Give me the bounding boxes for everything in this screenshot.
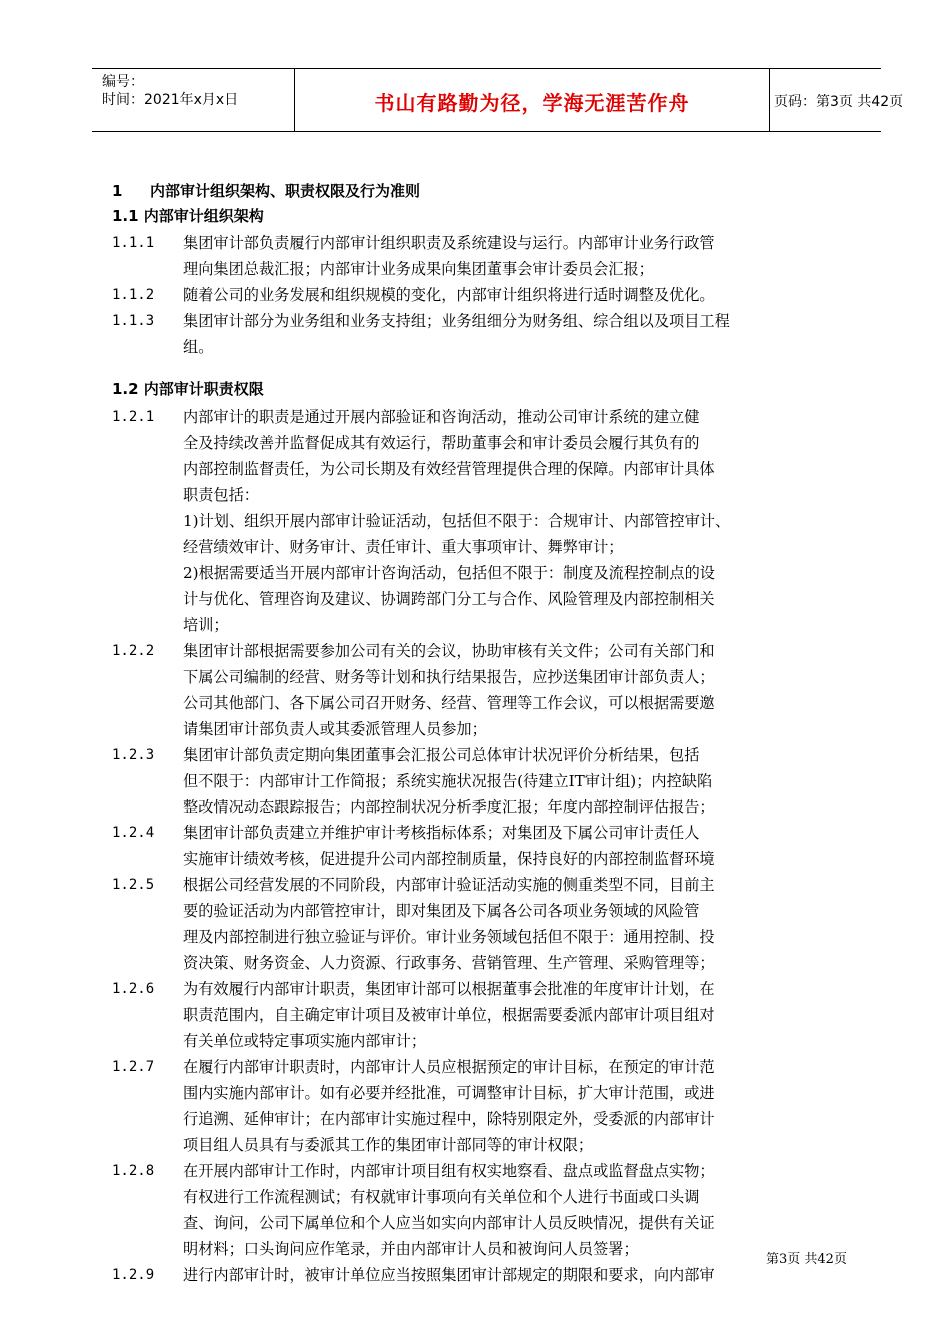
clause-line: 培训； bbox=[183, 616, 229, 634]
clause-line: 行追溯、延伸审计；在内部审计实施过程中，除特别限定外，受委派的内部审计 bbox=[183, 1110, 715, 1128]
clause-text bbox=[183, 230, 869, 282]
clause-text bbox=[183, 282, 869, 308]
clause-line: 集团审计部负责定期向集团董事会汇报公司总体审计状况评价分析结果，包括 bbox=[183, 746, 700, 764]
page-header bbox=[92, 68, 904, 132]
clause-text bbox=[183, 638, 869, 742]
clause-line: 理及内部控制进行独立验证与评价。审计业务领域包括但不限于：通用控制、投 bbox=[183, 928, 715, 946]
clause-line: 进行内部审计时，被审计单位应当按照集团审计部规定的期限和要求，向内部审 bbox=[183, 1266, 715, 1284]
section-heading-1 bbox=[112, 180, 420, 201]
clause-number: 1.1.1 bbox=[112, 235, 155, 251]
clause-number: 1.2.5 bbox=[112, 877, 155, 893]
clause-line: 要的验证活动为内部管控审计，即对集团及下属各公司各项业务领域的风险管 bbox=[183, 902, 700, 920]
clause-line: 集团审计部负责履行内部审计组织职责及系统建设与运行。内部审计业务行政管 bbox=[183, 234, 715, 252]
clause-line: 集团审计部分为业务组和业务支持组；业务组细分为财务组、综合组以及项目工程 bbox=[183, 312, 730, 330]
clause-line: 资决策、财务资金、人力资源、行政事务、营销管理、生产管理、采购管理等； bbox=[183, 954, 715, 972]
clause-line: 实施审计绩效考核，促进提升公司内部控制质量，保持良好的内部控制监督环境 bbox=[183, 850, 715, 868]
clause-line: 整改情况动态跟踪报告；内部控制状况分析季度汇报；年度内部控制评估报告； bbox=[183, 798, 715, 816]
clause-line: 明材料；口头询问应作笔录，并由内部审计人员和被询问人员签署； bbox=[183, 1240, 639, 1258]
clause-line: 随着公司的业务发展和组织规模的变化，内部审计组织将进行适时调整及优化。 bbox=[183, 286, 715, 304]
clause-number: 1.2.8 bbox=[112, 1163, 155, 1179]
section-number: 1 bbox=[112, 182, 123, 200]
clause-number: 1.2.6 bbox=[112, 981, 155, 997]
clause-line: 2)根据需要适当开展内部审计咨询活动，包括但不限于：制度及流程控制点的设 bbox=[183, 564, 715, 582]
clause-number: 1.2.3 bbox=[112, 747, 155, 763]
header-meta bbox=[92, 69, 294, 131]
header-motto-cell bbox=[294, 69, 770, 131]
document-number-label: 编号： bbox=[102, 74, 144, 90]
clause-text bbox=[183, 976, 869, 1054]
clause-number: 1.2.7 bbox=[112, 1059, 155, 1075]
clause-line: 但不限于：内部审计工作简报；系统实施状况报告(待建立IT审计组)；内控缺陷 bbox=[183, 772, 713, 790]
clause-line: 在开展内部审计工作时，内部审计项目组有权实地察看、盘点或监督盘点实物； bbox=[183, 1162, 715, 1180]
clause-line: 公司其他部门、各下属公司召开财务、经营、管理等工作会议，可以根据需要邀 bbox=[183, 694, 715, 712]
clause-text bbox=[183, 404, 869, 638]
clause-line: 1)计划、组织开展内部审计验证活动，包括但不限于：合规审计、内部管控审计、 bbox=[183, 512, 731, 530]
clause-line: 理向集团总裁汇报；内部审计业务成果向集团董事会审计委员会汇报； bbox=[183, 260, 654, 278]
clause-number: 1.1.2 bbox=[112, 287, 155, 303]
subsection-heading-1-2: 1.2 内部审计职责权限 bbox=[112, 380, 264, 398]
clause-text bbox=[183, 1054, 869, 1158]
clause-number: 1.1.3 bbox=[112, 313, 155, 329]
clause-number: 1.2.2 bbox=[112, 643, 155, 659]
header-motto: 书山有路勤为径，学海无涯苦作舟 bbox=[374, 91, 690, 115]
subsection-heading-1-1: 1.1 内部审计组织架构 bbox=[112, 207, 264, 225]
clause-line: 内部审计的职责是通过开展内部验证和咨询活动，推动公司审计系统的建立健 bbox=[183, 408, 700, 426]
clause-line: 下属公司编制的经营、财务等计划和执行结果报告，应抄送集团审计部负责人； bbox=[183, 668, 715, 686]
clause-text bbox=[183, 820, 869, 872]
clause-number: 1.2.9 bbox=[112, 1267, 155, 1283]
footer-page-number: 第3页 共42页 bbox=[766, 1252, 847, 1267]
clause-line: 全及持续改善并监督促成其有效运行，帮助董事会和审计委员会履行其负有的 bbox=[183, 434, 700, 452]
clause-line: 请集团审计部负责人或其委派管理人员参加； bbox=[183, 720, 487, 738]
clause-line: 计与优化、管理咨询及建议、协调跨部门分工与合作、风险管理及内部控制相关 bbox=[183, 590, 715, 608]
clause-text bbox=[183, 742, 869, 820]
clause-text bbox=[183, 1158, 869, 1262]
clause-line: 集团审计部负责建立并维护审计考核指标体系；对集团及下属公司审计责任人 bbox=[183, 824, 700, 842]
clause-line: 职责范围内，自主确定审计项目及被审计单位，根据需要委派内部审计项目组对 bbox=[183, 1006, 715, 1024]
clause-line: 职责包括： bbox=[183, 486, 259, 504]
clause-line: 组。 bbox=[183, 338, 214, 356]
clause-line: 项目组人员具有与委派其工作的集团审计部同等的审计权限； bbox=[183, 1136, 594, 1154]
clause-line: 为有效履行内部审计职责，集团审计部可以根据董事会批准的年度审计计划，在 bbox=[183, 980, 715, 998]
clause-line: 有权进行工作流程测试；有权就审计事项向有关单位和个人进行书面或口头调 bbox=[183, 1188, 700, 1206]
clause-line: 内部控制监督责任，为公司长期及有效经营管理提供合理的保障。内部审计具体 bbox=[183, 460, 715, 478]
clause-text bbox=[183, 872, 869, 976]
header-page-number: 页码：第3页 共42页 bbox=[774, 94, 904, 110]
clause-number: 1.2.4 bbox=[112, 825, 155, 841]
clause-line: 在履行内部审计职责时，内部审计人员应根据预定的审计目标，在预定的审计范 bbox=[183, 1058, 715, 1076]
document-time-label: 时间：2021年x月x日 bbox=[102, 92, 239, 108]
clause-line: 有关单位或特定事项实施内部审计； bbox=[183, 1032, 426, 1050]
clause-line: 围内实施内部审计。如有必要并经批准，可调整审计目标，扩大审计范围，或进 bbox=[183, 1084, 715, 1102]
clause-number: 1.2.1 bbox=[112, 409, 155, 425]
header-page-cell bbox=[768, 69, 904, 131]
clause-line: 经营绩效审计、财务审计、责任审计、重大事项审计、舞弊审计； bbox=[183, 538, 624, 556]
clause-text bbox=[183, 308, 869, 360]
section-title: 内部审计组织架构、职责权限及行为准则 bbox=[150, 182, 421, 200]
clause-line: 根据公司经营发展的不同阶段，内部审计验证活动实施的侧重类型不同，目前主 bbox=[183, 876, 715, 894]
clause-line: 集团审计部根据需要参加公司有关的会议，协助审核有关文件；公司有关部门和 bbox=[183, 642, 715, 660]
clause-line: 查、询问，公司下属单位和个人应当如实向内部审计人员反映情况，提供有关证 bbox=[183, 1214, 715, 1232]
